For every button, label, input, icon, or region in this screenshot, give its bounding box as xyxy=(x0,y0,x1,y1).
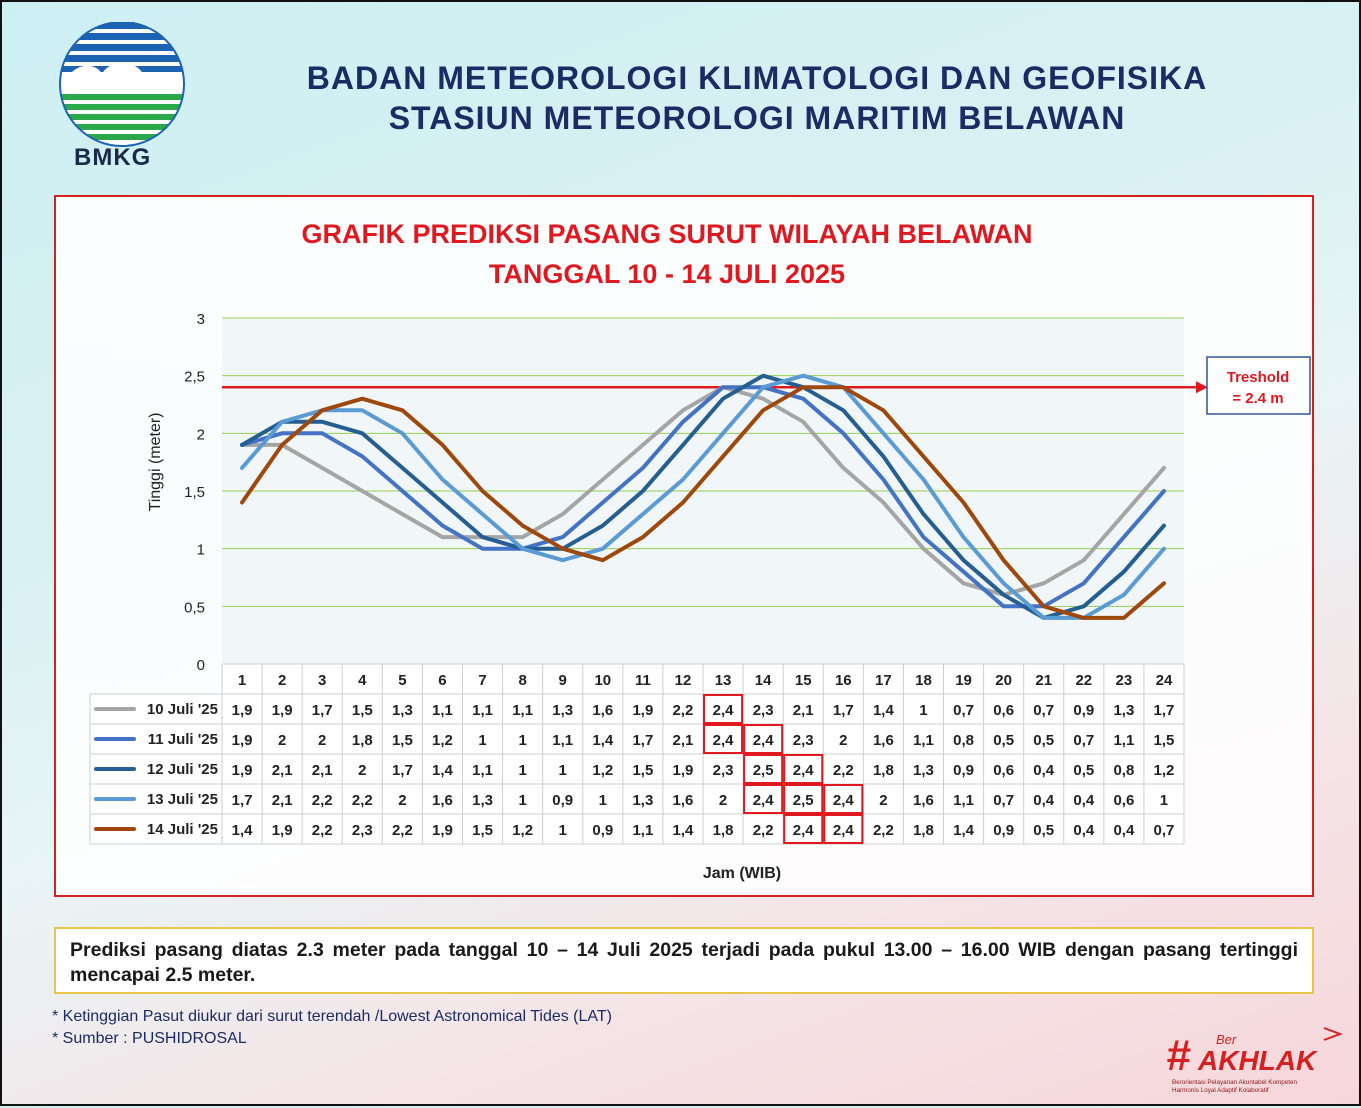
data-label: 0,8 xyxy=(1113,762,1135,779)
data-label: 2,5 xyxy=(752,762,774,779)
data-label: 1 xyxy=(598,792,607,809)
data-label: 1,1 xyxy=(512,702,534,719)
data-label: 2,3 xyxy=(752,702,774,719)
y-tick-label: 0 xyxy=(196,657,205,674)
data-label: 1,8 xyxy=(351,732,373,749)
data-label: 1 xyxy=(1159,792,1169,809)
data-label: 2,1 xyxy=(672,732,694,749)
x-tick-label: 24 xyxy=(1155,672,1173,689)
x-tick-label: 19 xyxy=(955,672,972,689)
data-label: 0,8 xyxy=(953,732,974,749)
data-label: 0,9 xyxy=(1073,702,1095,719)
data-label: 0,9 xyxy=(592,822,614,839)
data-label: 2,1 xyxy=(792,702,814,719)
data-label: 2,4 xyxy=(792,822,814,839)
berakhlak-logo xyxy=(1164,1024,1354,1096)
x-tick-label: 21 xyxy=(1035,672,1053,689)
data-label: 0,5 xyxy=(1073,762,1095,779)
data-label: 0,7 xyxy=(1073,732,1095,749)
x-tick-label: 12 xyxy=(674,672,692,689)
data-label: 1,5 xyxy=(632,762,654,779)
data-label: 1,6 xyxy=(432,792,453,809)
data-label: 0,7 xyxy=(1033,702,1055,719)
akhlak-tagline-1: Berorientasi Pelayanan Akuntabel Kompeten xyxy=(1172,1079,1297,1086)
data-label: 1,6 xyxy=(592,702,614,719)
data-label: 2,2 xyxy=(832,762,854,779)
data-label: 1,4 xyxy=(672,822,694,839)
data-label: 1 xyxy=(919,702,928,719)
data-label: 1,1 xyxy=(913,732,934,749)
data-label: 1,2 xyxy=(1153,762,1175,779)
x-tick-label: 13 xyxy=(714,672,732,689)
y-tick-label: 0,5 xyxy=(184,599,205,617)
data-label: 1,1 xyxy=(953,792,974,809)
x-tick-label: 15 xyxy=(794,672,812,689)
data-label: 1 xyxy=(558,762,567,779)
data-label: 2,3 xyxy=(351,822,373,839)
x-tick-label: 9 xyxy=(558,672,567,689)
data-label: 0,4 xyxy=(1033,762,1055,779)
data-label: 0,7 xyxy=(1153,822,1175,839)
x-tick-label: 8 xyxy=(518,672,527,689)
data-label: 1,4 xyxy=(872,702,894,719)
data-label: 1,3 xyxy=(472,792,493,809)
data-label: 1,4 xyxy=(592,732,614,749)
x-tick-label: 17 xyxy=(875,672,892,689)
x-tick-label: 22 xyxy=(1075,672,1093,689)
x-tick-label: 3 xyxy=(318,672,327,689)
data-label: 1,3 xyxy=(391,702,413,719)
data-label: 0,4 xyxy=(1073,822,1095,839)
data-label: 0,4 xyxy=(1113,822,1135,839)
legend-label-1: 10 Juli '25 xyxy=(146,701,218,718)
data-label: 1,9 xyxy=(432,822,453,839)
data-label: 2,5 xyxy=(792,792,814,809)
data-label: 0,9 xyxy=(953,762,974,779)
legend-label-3: 12 Juli '25 xyxy=(146,761,218,778)
chart-title-line-1: GRAFIK PREDIKSI PASANG SURUT WILAYAH BELAWAN xyxy=(301,219,1033,249)
data-label: 2,2 xyxy=(672,702,694,719)
data-label: 1,3 xyxy=(552,702,574,719)
y-tick-label: 1,5 xyxy=(184,484,205,501)
data-label: 0,6 xyxy=(1113,792,1135,809)
data-label: 2,4 xyxy=(752,792,774,809)
data-label: 1,7 xyxy=(231,792,253,809)
bmkg-logo-text: BMKG xyxy=(74,144,152,171)
x-tick-label: 16 xyxy=(834,672,852,689)
data-label: 2,2 xyxy=(351,792,373,809)
data-label: 1,6 xyxy=(913,792,934,809)
data-label: 1,5 xyxy=(1153,732,1175,749)
data-label: 2,4 xyxy=(712,702,734,719)
data-label: 1,6 xyxy=(872,732,894,749)
threshold-label-1: Treshold xyxy=(1226,369,1290,386)
y-tick-label: 1 xyxy=(196,541,205,559)
footnote-lat: * Ketinggian Pasut diukur dari surut terendah /Lowest Astronomical Tides (LAT) xyxy=(52,1008,612,1025)
prediction-note: Prediksi pasang diatas 2.3 meter pada tanggal 10 – 14 Juli 2025 terjadi pada pukul 13.00 – 16.00 WIB dengan pasang tertinggi mencapai 2.5 meter. xyxy=(54,927,1314,994)
x-tick-label: 5 xyxy=(398,672,407,689)
data-label: 2,3 xyxy=(712,762,734,779)
data-label: 1,9 xyxy=(231,702,253,719)
data-label: 1,1 xyxy=(472,762,493,779)
data-label: 1,5 xyxy=(472,822,493,839)
data-label: 2,4 xyxy=(792,762,814,779)
header-line-2: STASIUN METEOROLOGI MARITIM BELAWAN xyxy=(388,100,1126,136)
data-label: 1,7 xyxy=(311,702,333,719)
threshold-label-2: = 2.4 m xyxy=(1232,390,1284,407)
data-label: 2 xyxy=(277,732,287,749)
data-label: 2,2 xyxy=(872,822,894,839)
footnote-source: * Sumber : PUSHIDROSAL xyxy=(52,1030,247,1047)
data-label: 1,2 xyxy=(592,762,614,779)
y-axis-label: Tinggi (meter) xyxy=(147,412,164,512)
data-label: 1,8 xyxy=(872,762,894,779)
data-label: 2 xyxy=(358,762,367,779)
data-label: 1,5 xyxy=(391,732,413,749)
data-label: 1 xyxy=(518,732,527,749)
data-label: 0,4 xyxy=(1073,792,1095,809)
data-label: 2,1 xyxy=(271,792,293,809)
data-label: 2 xyxy=(839,732,848,749)
data-label: 1,2 xyxy=(432,732,453,749)
data-label: 0,5 xyxy=(1033,732,1055,749)
data-label: 1,4 xyxy=(953,822,974,839)
x-tick-label: 4 xyxy=(358,672,367,689)
x-tick-label: 11 xyxy=(634,672,651,689)
data-label: 1,9 xyxy=(271,822,293,839)
data-label: 0,7 xyxy=(993,792,1015,809)
data-label: 1,6 xyxy=(672,792,694,809)
header-line-1: BADAN METEOROLOGI KLIMATOLOGI DAN GEOFISIKA xyxy=(306,60,1208,96)
data-label: 1,3 xyxy=(913,762,934,779)
data-label: 2,4 xyxy=(712,732,734,749)
data-label: 2,2 xyxy=(391,822,413,839)
akhlak-prefix: Ber xyxy=(1216,1032,1237,1047)
data-label: 1,1 xyxy=(1113,732,1135,749)
data-label: 2,4 xyxy=(832,792,854,809)
y-tick-label: 2,5 xyxy=(184,368,205,386)
data-label: 1,8 xyxy=(913,822,934,839)
legend-label-2: 11 Juli '25 xyxy=(147,731,218,748)
data-label: 0,9 xyxy=(552,792,574,809)
data-label: 1,7 xyxy=(1153,702,1175,719)
y-tick-label: 2 xyxy=(196,426,205,444)
data-label: 2,2 xyxy=(311,792,333,809)
data-label: 1 xyxy=(558,822,567,839)
x-tick-label: 10 xyxy=(594,672,612,689)
data-label: 1,9 xyxy=(231,732,253,749)
data-label: 1 xyxy=(478,732,487,749)
data-label: 2 xyxy=(718,792,728,809)
data-label: 2,2 xyxy=(311,822,333,839)
data-label: 2 xyxy=(879,792,888,809)
data-label: 1,7 xyxy=(391,762,413,779)
data-label: 1,1 xyxy=(432,702,453,719)
data-label: 1,8 xyxy=(712,822,734,839)
data-label: 1,9 xyxy=(231,762,253,779)
data-label: 2,1 xyxy=(311,762,333,779)
x-tick-label: 14 xyxy=(754,672,772,689)
data-label: 0,5 xyxy=(1033,822,1055,839)
data-label: 1,9 xyxy=(271,702,293,719)
x-tick-label: 1 xyxy=(237,672,247,689)
data-label: 2 xyxy=(318,732,327,749)
data-label: 2 xyxy=(398,792,407,809)
data-label: 1,7 xyxy=(832,702,854,719)
data-label: 1,1 xyxy=(472,702,493,719)
data-label: 0,6 xyxy=(993,702,1015,719)
data-label: 1,1 xyxy=(552,732,574,749)
data-label: 2,4 xyxy=(832,822,854,839)
x-tick-label: 23 xyxy=(1115,672,1133,689)
x-axis-label: Jam (WIB) xyxy=(702,865,782,882)
data-label: 1,9 xyxy=(632,702,654,719)
legend-label-5: 14 Juli '25 xyxy=(146,821,218,838)
data-label: 0,7 xyxy=(953,702,974,719)
data-label: 0,5 xyxy=(993,732,1015,749)
data-label: 0,9 xyxy=(993,822,1015,839)
data-label: 0,4 xyxy=(1033,792,1055,809)
data-label: 1,4 xyxy=(231,822,253,839)
x-tick-label: 18 xyxy=(915,672,932,689)
chart-title-line-2: TANGGAL 10 - 14 JULI 2025 xyxy=(488,259,846,289)
data-label: 1,3 xyxy=(632,792,654,809)
x-tick-label: 7 xyxy=(478,672,487,689)
x-tick-label: 6 xyxy=(438,672,447,689)
x-tick-label: 2 xyxy=(277,672,287,689)
threshold-arrow xyxy=(1196,381,1208,393)
data-label: 1,2 xyxy=(512,822,534,839)
data-label: 2,4 xyxy=(752,732,774,749)
akhlak-tagline-2: Harmonis Loyal Adaptif Kolaboratif xyxy=(1172,1087,1269,1094)
y-tick-label: 3 xyxy=(196,311,205,328)
data-label: 1,1 xyxy=(632,822,654,839)
data-label: 2,3 xyxy=(792,732,814,749)
x-tick-label: 20 xyxy=(995,672,1012,689)
data-label: 1,4 xyxy=(432,762,453,779)
data-label: 2,1 xyxy=(271,762,293,779)
data-label: 1,5 xyxy=(351,702,373,719)
legend-label-4: 13 Juli '25 xyxy=(146,791,218,808)
data-label: 1 xyxy=(518,762,527,779)
data-label: 1 xyxy=(518,792,527,809)
data-label: 1,9 xyxy=(672,762,694,779)
svg-text:#: # xyxy=(1166,1031,1191,1080)
data-label: 1,7 xyxy=(632,732,654,749)
data-label: 2,2 xyxy=(752,822,774,839)
data-label: 0,6 xyxy=(993,762,1015,779)
data-label: 1,3 xyxy=(1113,702,1135,719)
akhlak-word: AKHLAK xyxy=(1198,1045,1317,1076)
